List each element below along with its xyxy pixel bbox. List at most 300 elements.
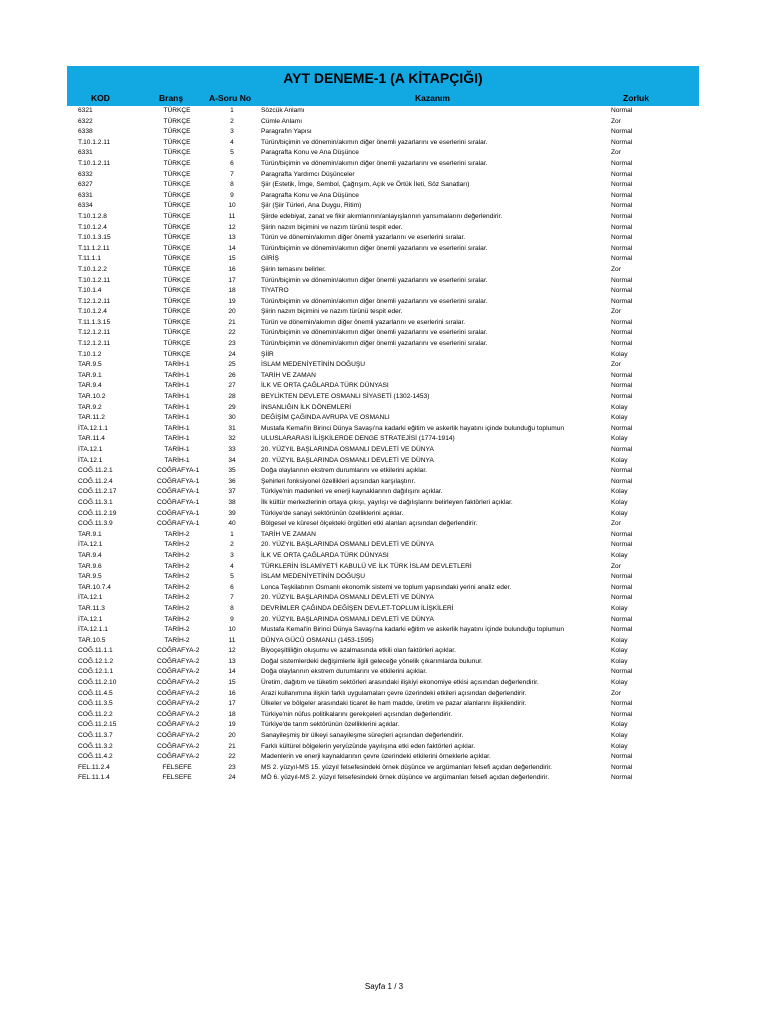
cell-kazanim: Türkiye'nin madenleri ve enerji kaynaklarının dağılışını açıklar. (261, 488, 443, 496)
cell-kod: T.10.1.4 (78, 287, 102, 295)
cell-kod: COĞ.11.4.2 (78, 753, 113, 761)
cell-kazanim: İLK VE ORTA ÇAĞLARDA TÜRK DÜNYASI (261, 382, 389, 390)
cell-kod: T.12.1.2.11 (78, 297, 111, 305)
cell-brans: TÜRKÇE (163, 287, 191, 295)
cell-soru-no: 23 (228, 763, 236, 771)
cell-zorluk: Normal (611, 255, 633, 263)
cell-soru-no: 9 (230, 191, 234, 199)
cell-soru-no: 15 (228, 679, 236, 687)
cell-kazanim: İlk kültür merkezlerinin ortaya çıkışı, yayılışı ve dağılışlarını belirleyen faktörleri açıklar. (261, 498, 513, 506)
cell-zorluk: Zor (611, 265, 621, 273)
cell-zorluk: Normal (611, 467, 633, 475)
cell-soru-no: 8 (230, 181, 234, 189)
table-row (67, 763, 699, 774)
cell-soru-no: 16 (228, 689, 236, 697)
cell-zorluk: Normal (611, 297, 633, 305)
cell-kazanim: İNSANLIĞIN İLK DÖNEMLERİ (261, 403, 352, 411)
cell-kod: 6327 (78, 181, 93, 189)
cell-brans: COĞRAFYA-2 (157, 700, 200, 708)
cell-kod: İTA.12.1 (78, 446, 103, 453)
table-row (67, 742, 699, 753)
cell-soru-no: 31 (228, 424, 236, 432)
cell-brans: TARİH-2 (164, 604, 190, 612)
cell-kazanim: Türkiye'de tarım sektörünün özelliklerini açıklar. (261, 721, 400, 729)
cell-brans: TARİH-1 (164, 403, 190, 411)
cell-brans: TÜRKÇE (163, 350, 191, 358)
table-row (67, 180, 699, 191)
cell-kazanim: Şiirin nazım biçimini ve nazım türünü tespit eder. (261, 223, 403, 231)
table-row (67, 191, 699, 202)
cell-soru-no: 18 (228, 710, 236, 718)
cell-kazanim: Şiirde edebiyat, zanat ve fikir akımlarının/anlayışlarının yansımalarını değerlendirir. (261, 212, 503, 220)
cell-kod: T.10.1.2.11 (78, 159, 111, 167)
table-row (67, 540, 699, 551)
table-row (67, 223, 699, 234)
cell-soru-no: 30 (228, 414, 236, 422)
cell-kazanim: GİRİŞ (261, 255, 279, 263)
cell-kazanim: Mustafa Kemal'in Birinci Dünya Savaşı'na kadarki eğitim ve askerlik hayatını içinde bulunduğu toplumun (261, 424, 565, 432)
cell-zorluk: Normal (611, 371, 633, 379)
table-body (67, 106, 699, 784)
cell-zorluk: Normal (611, 753, 633, 761)
cell-brans: COĞRAFYA-2 (157, 668, 200, 676)
sheet-title: AYT DENEME-1 (A KİTAPÇIĞI) (67, 66, 699, 91)
cell-kod: T.10.1.2.4 (78, 308, 107, 316)
column-header-row (67, 91, 699, 106)
cell-brans: TÜRKÇE (163, 340, 191, 348)
table-row (67, 339, 699, 350)
cell-soru-no: 33 (228, 446, 236, 453)
cell-kod: İTA.12.1 (78, 456, 103, 464)
cell-kod: T.10.1.2.8 (78, 212, 107, 220)
cell-kazanim: Türün/biçimin ve dönemin/akımın diğer önemli yazarlarını ve eserlerini sıralar. (261, 276, 488, 284)
cell-kazanim: MS 2. yüzyıl-MS 15. yüzyıl felsefesindeki örnek düşünce ve argümanları felsefi açıdan değerlendirir. (261, 763, 553, 771)
cell-zorluk: Zor (611, 361, 621, 369)
cell-zorluk: Kolay (611, 403, 628, 411)
table-row (67, 752, 699, 763)
cell-kazanim: Paragrafın Yapısı (261, 128, 312, 136)
cell-brans: COĞRAFYA-2 (157, 679, 200, 687)
cell-zorluk: Kolay (611, 456, 628, 464)
cell-soru-no: 10 (228, 202, 236, 210)
cell-soru-no: 18 (228, 287, 236, 295)
cell-kod: COĞ.12.1.2 (78, 657, 114, 665)
table-row (67, 657, 699, 668)
cell-soru-no: 25 (228, 361, 236, 369)
cell-zorluk: Zor (611, 562, 621, 570)
cell-kazanim: Doğa olaylarının ekstrem durumlarını ve etkilerini açıklar. (261, 668, 428, 676)
cell-kod: T.10.1.2.11 (78, 276, 111, 284)
table-row (67, 413, 699, 424)
cell-zorluk: Kolay (611, 657, 628, 665)
cell-kazanim: Paragrafta Konu ve Ana Düşünce (261, 191, 359, 199)
cell-kod: COĞ.11.1.1 (78, 647, 113, 655)
cell-brans: COĞRAFYA-2 (157, 710, 200, 718)
cell-kod: 6332 (78, 170, 93, 178)
cell-zorluk: Zor (611, 520, 621, 528)
cell-brans: TÜRKÇE (163, 234, 191, 242)
cell-kod: TAR.10.7.4 (78, 583, 111, 591)
cell-soru-no: 6 (230, 159, 234, 167)
cell-kod: 6331 (78, 149, 93, 157)
cell-kazanim: DÜNYA GÜCÜ OSMANLI (1453-1595) (261, 636, 374, 644)
table-row (67, 424, 699, 435)
cell-soru-no: 1 (230, 107, 234, 114)
cell-brans: TÜRKÇE (163, 308, 191, 316)
cell-kazanim: Türün/biçimin ve dönemin/akımın diğer önemli yazarlarını ve eserlerini sıralar. (261, 297, 488, 305)
table-row (67, 148, 699, 159)
cell-soru-no: 14 (228, 244, 236, 252)
cell-zorluk: Kolay (611, 721, 628, 729)
cell-kod: T.11.1.1 (78, 255, 101, 263)
table-row (67, 689, 699, 700)
table-row (67, 615, 699, 626)
cell-zorluk: Kolay (611, 414, 628, 422)
table-row (67, 519, 699, 530)
cell-brans: COĞRAFYA-2 (157, 657, 200, 665)
cell-soru-no: 21 (228, 318, 236, 326)
cell-kazanim: Şiirin temasını belirler. (261, 265, 326, 273)
cell-brans: TARİH-1 (164, 393, 190, 401)
cell-soru-no: 3 (230, 128, 234, 136)
table-row (67, 572, 699, 583)
cell-soru-no: 3 (230, 551, 234, 559)
cell-zorluk: Normal (611, 244, 633, 252)
cell-brans: TARİH-1 (164, 371, 190, 379)
cell-soru-no: 19 (228, 721, 236, 729)
cell-soru-no: 39 (228, 509, 236, 517)
cell-soru-no: 19 (228, 297, 236, 305)
cell-kazanim: Şiirin nazım biçimini ve nazım türünü tespit eder. (261, 308, 403, 316)
cell-soru-no: 24 (228, 350, 236, 358)
cell-soru-no: 40 (228, 520, 236, 528)
cell-soru-no: 13 (228, 657, 236, 665)
cell-kod: COĞ.11.3.7 (78, 732, 113, 740)
cell-kod: TAR.11.4 (78, 435, 105, 443)
cell-kazanim: Şiir (Estetik, İmge, Sembol, Çağrışım, Açık ve Örtük İleti, Söz Sanatları) (261, 181, 470, 189)
cell-zorluk: Normal (611, 191, 633, 199)
cell-zorluk: Kolay (611, 435, 628, 443)
cell-brans: COĞRAFYA-2 (157, 689, 200, 697)
cell-zorluk: Normal (611, 573, 633, 581)
cell-soru-no: 17 (228, 700, 236, 708)
table-row (67, 498, 699, 509)
table-row (67, 254, 699, 265)
cell-kod: COĞ.11.2.19 (78, 509, 117, 517)
cell-brans: COĞRAFYA-1 (157, 498, 200, 506)
cell-kod: TAR.9.4 (78, 382, 102, 390)
cell-kod: TAR.10.2 (78, 393, 106, 401)
cell-kazanim: İLK VE ORTA ÇAĞLARDA TÜRK DÜNYASI (261, 551, 389, 559)
cell-kod: COĞ.11.3.2 (78, 742, 113, 750)
cell-kod: COĞ.11.2.1 (78, 467, 113, 475)
cell-soru-no: 37 (228, 488, 236, 496)
cell-soru-no: 7 (230, 594, 234, 602)
cell-kod: 6331 (78, 191, 93, 199)
cell-soru-no: 2 (230, 117, 234, 125)
table-row (67, 138, 699, 149)
cell-soru-no: 2 (230, 541, 234, 549)
cell-kod: T.11.1.2.11 (78, 244, 110, 252)
cell-brans: TARİH-1 (164, 424, 190, 432)
header-kod: KOD (91, 93, 110, 103)
cell-kod: T.10.1.2.11 (78, 138, 111, 146)
table-row (67, 625, 699, 636)
table-row (67, 297, 699, 308)
cell-kazanim: Paragrafta Yardımcı Düşünceler (261, 170, 355, 178)
table-row (67, 710, 699, 721)
table-row (67, 350, 699, 361)
table-row (67, 456, 699, 467)
table-row (67, 318, 699, 329)
cell-brans: TÜRKÇE (163, 170, 191, 178)
cell-kazanim: Türkiye'de sanayi sektörünün özelliklerini açıklar. (261, 509, 404, 517)
cell-zorluk: Normal (611, 700, 633, 708)
cell-brans: COĞRAFYA-2 (157, 742, 200, 750)
cell-soru-no: 6 (230, 583, 234, 591)
cell-zorluk: Zor (611, 308, 621, 316)
cell-soru-no: 17 (228, 276, 236, 284)
cell-soru-no: 11 (228, 212, 236, 220)
cell-brans: COĞRAFYA-2 (157, 732, 200, 740)
table-row (67, 403, 699, 414)
cell-kod: TAR.9.1 (78, 530, 102, 538)
table-row (67, 328, 699, 339)
cell-kazanim: Arazi kullanımına ilişkin farklı uygulamaları çevre üzerindeki etkileri açısından değerlendirir. (261, 689, 527, 697)
cell-zorluk: Normal (611, 329, 633, 337)
table-row (67, 212, 699, 223)
cell-soru-no: 15 (228, 255, 236, 263)
cell-zorluk: Normal (611, 107, 633, 114)
cell-kod: T.11.1.3.15 (78, 318, 111, 326)
cell-kod: İTA.12.1 (78, 615, 103, 623)
spreadsheet-page (67, 66, 699, 784)
cell-brans: FELSEFE (162, 763, 192, 771)
table-row (67, 360, 699, 371)
cell-kazanim: 20. YÜZYIL BAŞLARINDA OSMANLI DEVLETİ VE DÜNYA (261, 541, 434, 549)
cell-kazanim: Mustafa Kemal'in Birinci Dünya Savaşı'na kadarki eğitim ve askerlik hayatını içinde bulunduğu toplumun (261, 626, 565, 634)
table-row (67, 307, 699, 318)
cell-kazanim: Üretim, dağıtım ve tüketim sektörleri arasındaki ilişkiyi ekonomiye etkisi açısından değerlendirir. (261, 679, 539, 687)
table-row (67, 392, 699, 403)
cell-zorluk: Normal (611, 446, 633, 453)
cell-zorluk: Normal (611, 583, 633, 591)
table-row (67, 720, 699, 731)
cell-zorluk: Normal (611, 594, 633, 602)
cell-kod: TAR.11.3 (78, 604, 105, 612)
cell-kod: TAR.9.1 (78, 371, 102, 379)
table-row (67, 381, 699, 392)
cell-soru-no: 38 (228, 498, 236, 506)
table-row (67, 487, 699, 498)
cell-soru-no: 8 (230, 604, 234, 612)
cell-brans: TARİH-2 (164, 594, 190, 602)
cell-zorluk: Kolay (611, 732, 628, 740)
cell-brans: TARİH-2 (164, 530, 190, 538)
cell-soru-no: 22 (228, 329, 236, 337)
cell-zorluk: Kolay (611, 551, 628, 559)
cell-kod: COĞ.11.2.2 (78, 710, 113, 718)
cell-zorluk: Normal (611, 393, 633, 401)
cell-kod: 6321 (78, 107, 93, 114)
cell-kod: TAR.9.2 (78, 403, 102, 411)
table-row (67, 117, 699, 128)
cell-kod: TAR.9.5 (78, 573, 102, 581)
cell-zorluk: Normal (611, 181, 633, 189)
cell-brans: TÜRKÇE (163, 212, 191, 220)
table-row (67, 371, 699, 382)
cell-zorluk: Normal (611, 223, 633, 231)
cell-brans: COĞRAFYA-2 (157, 721, 200, 729)
cell-brans: COĞRAFYA-2 (157, 647, 200, 655)
cell-soru-no: 20 (228, 308, 236, 316)
cell-zorluk: Normal (611, 318, 633, 326)
cell-kod: COĞ.11.3.1 (78, 498, 113, 506)
cell-kazanim: Biyoçeşitliliğin oluşumu ve azalmasında etkili olan faktörleri açıklar. (261, 647, 456, 655)
cell-kazanim: ŞİİR (261, 350, 274, 358)
table-row (67, 593, 699, 604)
cell-brans: TARİH-2 (164, 636, 190, 644)
cell-kod: TAR.9.5 (78, 361, 102, 369)
table-row (67, 731, 699, 742)
cell-kazanim: İSLAM MEDENİYETİNİN DOĞUŞU (261, 573, 366, 581)
cell-soru-no: 29 (228, 403, 236, 411)
cell-zorluk: Normal (611, 287, 633, 295)
cell-kazanim: Sanayileşmiş bir ülkeyi sanayileşme süreçleri açısından değerlendirir. (261, 732, 464, 740)
cell-brans: COĞRAFYA-1 (157, 488, 200, 496)
cell-soru-no: 9 (230, 615, 234, 623)
cell-soru-no: 26 (228, 371, 236, 379)
table-row (67, 667, 699, 678)
cell-brans: COĞRAFYA-1 (157, 477, 200, 485)
cell-kazanim: Şehirleri fonksiyonel özellikleri açısından karşılaştırır. (261, 477, 416, 485)
cell-soru-no: 23 (228, 340, 236, 348)
table-row (67, 445, 699, 456)
cell-brans: TÜRKÇE (163, 128, 191, 136)
cell-zorluk: Normal (611, 615, 633, 623)
cell-brans: TÜRKÇE (163, 244, 191, 252)
cell-zorluk: Normal (611, 710, 633, 718)
cell-kod: COĞ.11.2.15 (78, 721, 117, 729)
cell-kazanim: MÖ 6. yüzyıl-MS 2. yüzyıl felsefesindeki örnek düşünce ve argümanları felsefi açıdan değerlendirir. (261, 774, 550, 782)
cell-kazanim: Türün/biçimin ve dönemin/akımın diğer önemli yazarlarını ve eserlerini sıralar. (261, 340, 488, 348)
cell-kod: T.12.1.2.11 (78, 340, 111, 348)
cell-brans: TÜRKÇE (163, 329, 191, 337)
cell-kod: 6334 (78, 202, 93, 210)
cell-brans: TÜRKÇE (163, 149, 191, 157)
cell-brans: TÜRKÇE (163, 202, 191, 210)
table-row (67, 604, 699, 615)
table-row (67, 170, 699, 181)
cell-brans: TÜRKÇE (163, 276, 191, 284)
cell-kod: T.10.1.2.4 (78, 223, 107, 231)
cell-soru-no: 27 (228, 382, 236, 390)
cell-brans: TARİH-2 (164, 541, 190, 549)
cell-soru-no: 32 (228, 435, 236, 443)
cell-kazanim: Türkiye'nin nüfus politikalarını gerekçeleri açısından değerlendirir. (261, 710, 453, 718)
cell-brans: TÜRKÇE (163, 181, 191, 189)
cell-kazanim: BEYLİKTEN DEVLETE OSMANLI SİYASETİ (1302-1453) (261, 393, 430, 401)
cell-zorluk: Zor (611, 689, 621, 697)
cell-soru-no: 16 (228, 265, 236, 273)
cell-brans: COĞRAFYA-2 (157, 753, 200, 761)
cell-kod: COĞ.11.3.9 (78, 520, 113, 528)
cell-brans: TARİH-2 (164, 573, 190, 581)
cell-kazanim: TÜRKLERİN İSLAMİYET'İ KABULÜ VE İLK TÜRK İSLAM DEVLETLERİ (261, 562, 472, 570)
cell-kod: İTA.12.1.1 (78, 626, 108, 634)
cell-zorluk: Kolay (611, 647, 628, 655)
cell-brans: TÜRKÇE (163, 318, 191, 326)
cell-kod: COĞ.11.2.17 (78, 488, 117, 496)
table-row (67, 509, 699, 520)
cell-zorluk: Kolay (611, 498, 628, 506)
cell-kod: T.10.1.2 (78, 350, 102, 358)
cell-brans: TÜRKÇE (163, 223, 191, 231)
cell-soru-no: 22 (228, 753, 236, 761)
cell-kazanim: Cümle Anlamı (261, 117, 303, 125)
table-row (67, 773, 699, 784)
cell-kazanim: Farklı kültürel bölgelerin yeryüzünde yayılışına etki eden faktörleri açıklar. (261, 742, 476, 750)
cell-kazanim: Sözcük Anlamı (261, 107, 305, 114)
cell-brans: TARİH-1 (164, 435, 190, 443)
table-row (67, 551, 699, 562)
cell-kazanim: Türün ve dönemin/akımın diğer önemli yazarlarını ve eserlerini sıralar. (261, 234, 466, 242)
cell-zorluk: Normal (611, 626, 633, 634)
cell-zorluk: Normal (611, 340, 633, 348)
cell-kazanim: TARİH VE ZAMAN (261, 530, 316, 538)
cell-kod: TAR.10.5 (78, 636, 106, 644)
table-row (67, 477, 699, 488)
cell-zorluk: Normal (611, 382, 633, 390)
table-row (67, 286, 699, 297)
cell-soru-no: 1 (230, 530, 234, 538)
table-row (67, 106, 699, 117)
cell-kod: COĞ.11.2.4 (78, 477, 113, 485)
cell-kazanim: DEVRİMLER ÇAĞINDA DEĞİŞEN DEVLET-TOPLUM İLİŞKİLERİ (261, 604, 454, 612)
table-row (67, 646, 699, 657)
cell-brans: TÜRKÇE (163, 297, 191, 305)
cell-kod: İTA.12.1 (78, 541, 103, 549)
header-kazanim: Kazanım (415, 93, 450, 103)
cell-kazanim: TİYATRO (261, 287, 289, 295)
cell-zorluk: Normal (611, 212, 633, 220)
cell-zorluk: Normal (611, 159, 633, 167)
cell-brans: TARİH-2 (164, 615, 190, 623)
cell-soru-no: 14 (228, 668, 236, 676)
cell-brans: TARİH-1 (164, 414, 190, 422)
cell-kazanim: 20. YÜZYIL BAŞLARINDA OSMANLI DEVLETİ VE DÜNYA (261, 615, 434, 623)
cell-soru-no: 34 (228, 456, 236, 464)
cell-kazanim: 20. YÜZYIL BAŞLARINDA OSMANLI DEVLETİ VE DÜNYA (261, 446, 434, 453)
cell-brans: TARİH-1 (164, 382, 190, 390)
table-row (67, 434, 699, 445)
cell-zorluk: Normal (611, 170, 633, 178)
cell-brans: TÜRKÇE (163, 265, 191, 273)
cell-kod: T.12.1.2.11 (78, 329, 111, 337)
cell-soru-no: 7 (230, 170, 234, 178)
cell-kod: FEL.11.1.4 (78, 774, 110, 782)
cell-zorluk: Kolay (611, 350, 628, 358)
cell-kazanim: Doğa olaylarının ekstrem durumlarını ve etkilerini açıklar. (261, 467, 428, 475)
cell-kazanim: Türün/biçimin ve dönemin/akımın diğer önemli yazarlarını ve eserlerini sıralar. (261, 159, 488, 167)
cell-soru-no: 5 (230, 149, 234, 157)
cell-kod: FEL.11.2.4 (78, 763, 110, 771)
cell-kod: TAR.9.6 (78, 562, 102, 570)
table-row (67, 636, 699, 647)
cell-zorluk: Normal (611, 138, 633, 146)
cell-zorluk: Kolay (611, 604, 628, 612)
table-row (67, 201, 699, 212)
